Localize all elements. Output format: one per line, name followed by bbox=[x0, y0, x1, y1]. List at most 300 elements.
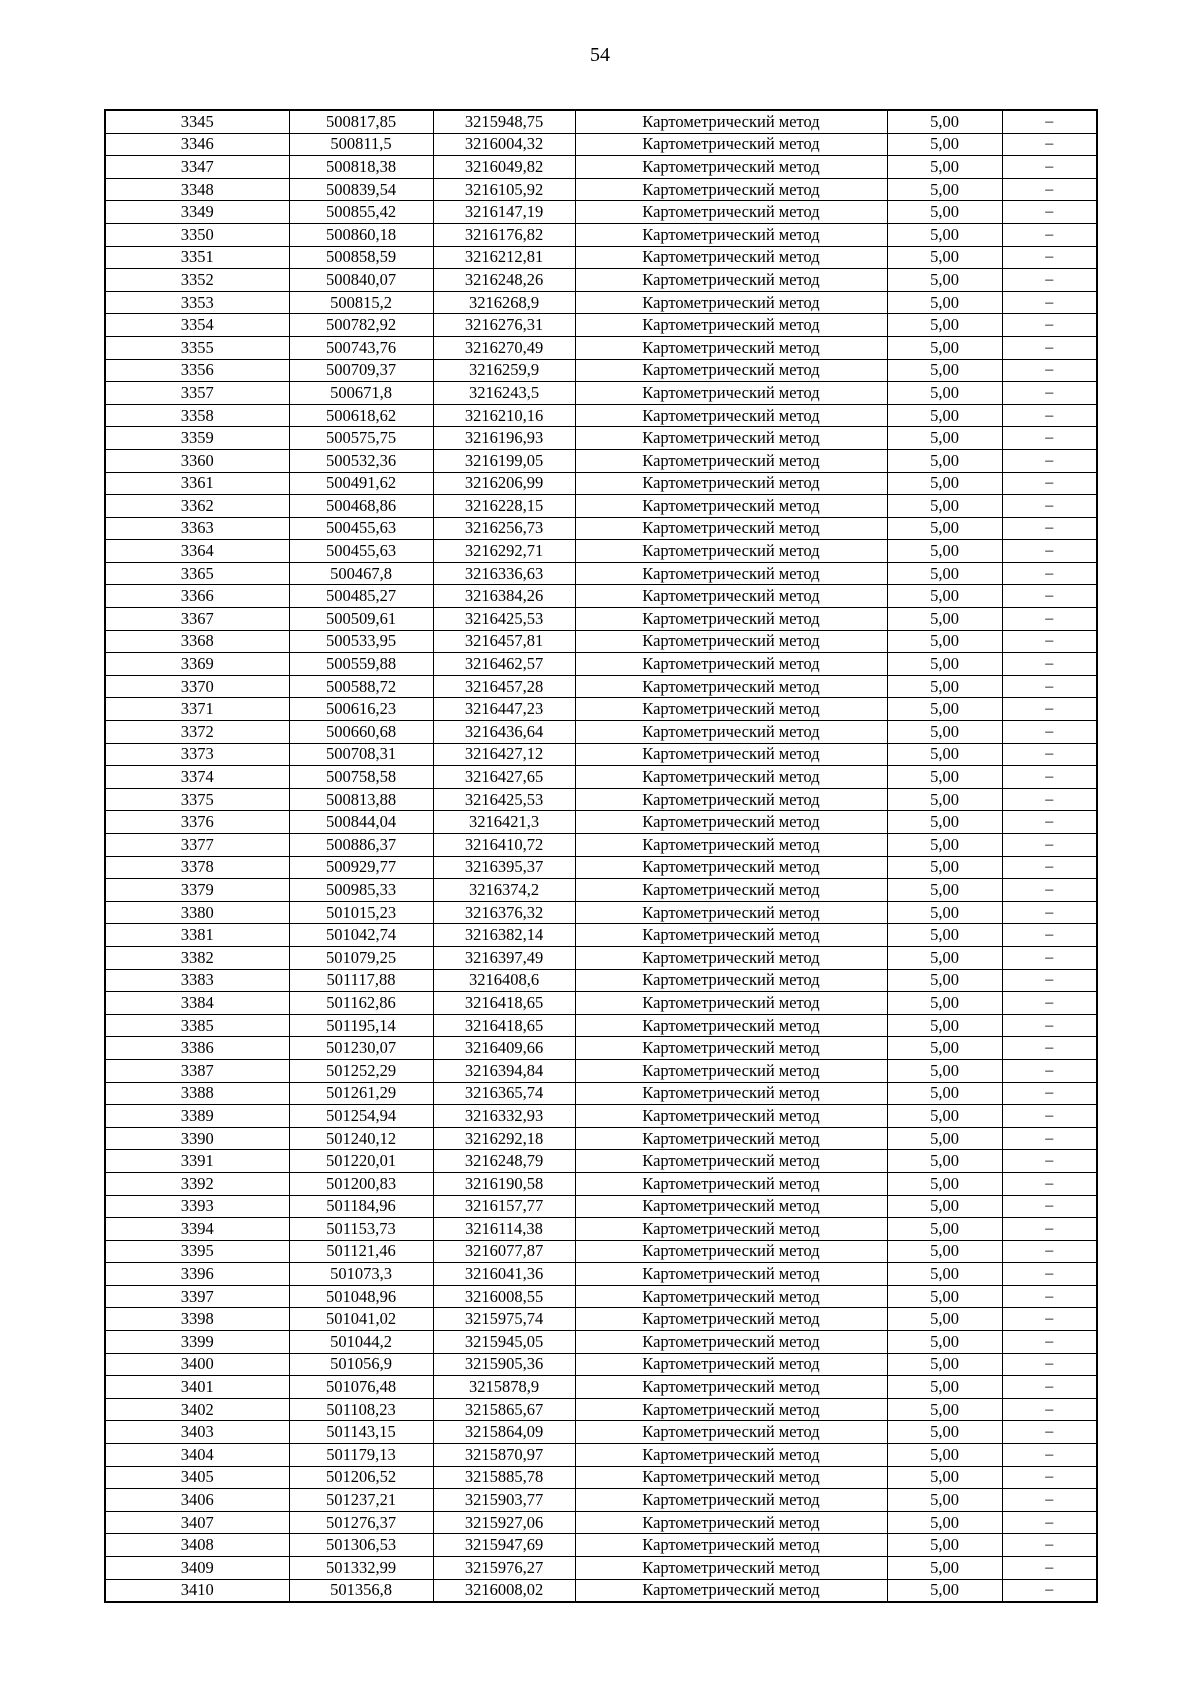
note-cell: – bbox=[1002, 178, 1097, 201]
x-coordinate-cell: 500839,54 bbox=[289, 178, 433, 201]
x-coordinate-cell: 501254,94 bbox=[289, 1105, 433, 1128]
table-row bbox=[105, 517, 1097, 540]
note-cell: – bbox=[1002, 969, 1097, 992]
x-coordinate-cell: 500709,37 bbox=[289, 359, 433, 382]
accuracy-cell: 5,00 bbox=[887, 517, 1002, 540]
note-cell: – bbox=[1002, 1353, 1097, 1376]
accuracy-cell: 5,00 bbox=[887, 1218, 1002, 1241]
accuracy-cell: 5,00 bbox=[887, 133, 1002, 156]
point-number-cell: 3363 bbox=[105, 517, 289, 540]
note-cell: – bbox=[1002, 133, 1097, 156]
accuracy-cell: 5,00 bbox=[887, 540, 1002, 563]
accuracy-cell: 5,00 bbox=[887, 924, 1002, 947]
y-coordinate-cell: 3216292,71 bbox=[433, 540, 575, 563]
accuracy-cell: 5,00 bbox=[887, 879, 1002, 902]
y-coordinate-cell: 3216248,26 bbox=[433, 269, 575, 292]
point-number-cell: 3394 bbox=[105, 1218, 289, 1241]
method-cell: Картометрический метод bbox=[575, 1466, 887, 1489]
accuracy-cell: 5,00 bbox=[887, 1105, 1002, 1128]
point-number-cell: 3406 bbox=[105, 1489, 289, 1512]
point-number-cell: 3364 bbox=[105, 540, 289, 563]
note-cell: – bbox=[1002, 1082, 1097, 1105]
accuracy-cell: 5,00 bbox=[887, 1444, 1002, 1467]
x-coordinate-cell: 500708,31 bbox=[289, 743, 433, 766]
note-cell: – bbox=[1002, 246, 1097, 269]
x-coordinate-cell: 500559,88 bbox=[289, 653, 433, 676]
note-cell: – bbox=[1002, 766, 1097, 789]
point-number-cell: 3360 bbox=[105, 449, 289, 472]
accuracy-cell: 5,00 bbox=[887, 1398, 1002, 1421]
accuracy-cell: 5,00 bbox=[887, 901, 1002, 924]
x-coordinate-cell: 500817,85 bbox=[289, 110, 433, 133]
method-cell: Картометрический метод bbox=[575, 879, 887, 902]
table-row bbox=[105, 924, 1097, 947]
accuracy-cell: 5,00 bbox=[887, 110, 1002, 133]
method-cell: Картометрический метод bbox=[575, 992, 887, 1015]
note-cell: – bbox=[1002, 1557, 1097, 1580]
y-coordinate-cell: 3216365,74 bbox=[433, 1082, 575, 1105]
y-coordinate-cell: 3216199,05 bbox=[433, 449, 575, 472]
method-cell: Картометрический метод bbox=[575, 901, 887, 924]
note-cell: – bbox=[1002, 856, 1097, 879]
table-row bbox=[105, 1218, 1097, 1241]
y-coordinate-cell: 3216336,63 bbox=[433, 562, 575, 585]
x-coordinate-cell: 500491,62 bbox=[289, 472, 433, 495]
method-cell: Картометрический метод bbox=[575, 1059, 887, 1082]
x-coordinate-cell: 501200,83 bbox=[289, 1172, 433, 1195]
method-cell: Картометрический метод bbox=[575, 1082, 887, 1105]
note-cell: – bbox=[1002, 1240, 1097, 1263]
table-row bbox=[105, 1421, 1097, 1444]
method-cell: Картометрический метод bbox=[575, 1037, 887, 1060]
table-row bbox=[105, 1172, 1097, 1195]
y-coordinate-cell: 3216196,93 bbox=[433, 427, 575, 450]
method-cell: Картометрический метод bbox=[575, 1127, 887, 1150]
x-coordinate-cell: 500588,72 bbox=[289, 675, 433, 698]
accuracy-cell: 5,00 bbox=[887, 1421, 1002, 1444]
y-coordinate-cell: 3216376,32 bbox=[433, 901, 575, 924]
method-cell: Картометрический метод bbox=[575, 1285, 887, 1308]
point-number-cell: 3407 bbox=[105, 1511, 289, 1534]
table-row bbox=[105, 1082, 1097, 1105]
x-coordinate-cell: 501076,48 bbox=[289, 1376, 433, 1399]
coordinates-table bbox=[104, 109, 1098, 1603]
note-cell: – bbox=[1002, 924, 1097, 947]
x-coordinate-cell: 500782,92 bbox=[289, 314, 433, 337]
accuracy-cell: 5,00 bbox=[887, 382, 1002, 405]
x-coordinate-cell: 500815,2 bbox=[289, 291, 433, 314]
table-row bbox=[105, 472, 1097, 495]
method-cell: Картометрический метод bbox=[575, 404, 887, 427]
accuracy-cell: 5,00 bbox=[887, 788, 1002, 811]
point-number-cell: 3370 bbox=[105, 675, 289, 698]
accuracy-cell: 5,00 bbox=[887, 608, 1002, 631]
point-number-cell: 3402 bbox=[105, 1398, 289, 1421]
y-coordinate-cell: 3216041,36 bbox=[433, 1263, 575, 1286]
accuracy-cell: 5,00 bbox=[887, 1240, 1002, 1263]
x-coordinate-cell: 500575,75 bbox=[289, 427, 433, 450]
accuracy-cell: 5,00 bbox=[887, 1172, 1002, 1195]
note-cell: – bbox=[1002, 721, 1097, 744]
x-coordinate-cell: 500860,18 bbox=[289, 223, 433, 246]
table-row bbox=[105, 1127, 1097, 1150]
note-cell: – bbox=[1002, 1059, 1097, 1082]
table-row bbox=[105, 1308, 1097, 1331]
x-coordinate-cell: 501143,15 bbox=[289, 1421, 433, 1444]
y-coordinate-cell: 3216395,37 bbox=[433, 856, 575, 879]
table-row bbox=[105, 427, 1097, 450]
accuracy-cell: 5,00 bbox=[887, 562, 1002, 585]
note-cell: – bbox=[1002, 540, 1097, 563]
note-cell: – bbox=[1002, 269, 1097, 292]
note-cell: – bbox=[1002, 1127, 1097, 1150]
point-number-cell: 3361 bbox=[105, 472, 289, 495]
y-coordinate-cell: 3216410,72 bbox=[433, 834, 575, 857]
accuracy-cell: 5,00 bbox=[887, 246, 1002, 269]
y-coordinate-cell: 3215975,74 bbox=[433, 1308, 575, 1331]
method-cell: Картометрический метод bbox=[575, 1105, 887, 1128]
point-number-cell: 3398 bbox=[105, 1308, 289, 1331]
y-coordinate-cell: 3216427,12 bbox=[433, 743, 575, 766]
point-number-cell: 3372 bbox=[105, 721, 289, 744]
y-coordinate-cell: 3216409,66 bbox=[433, 1037, 575, 1060]
method-cell: Картометрический метод bbox=[575, 178, 887, 201]
table-row bbox=[105, 879, 1097, 902]
accuracy-cell: 5,00 bbox=[887, 1059, 1002, 1082]
note-cell: – bbox=[1002, 1105, 1097, 1128]
table-row bbox=[105, 1444, 1097, 1467]
accuracy-cell: 5,00 bbox=[887, 1308, 1002, 1331]
method-cell: Картометрический метод bbox=[575, 359, 887, 382]
table-row bbox=[105, 901, 1097, 924]
x-coordinate-cell: 501048,96 bbox=[289, 1285, 433, 1308]
accuracy-cell: 5,00 bbox=[887, 336, 1002, 359]
note-cell: – bbox=[1002, 404, 1097, 427]
x-coordinate-cell: 501179,13 bbox=[289, 1444, 433, 1467]
note-cell: – bbox=[1002, 1421, 1097, 1444]
accuracy-cell: 5,00 bbox=[887, 992, 1002, 1015]
method-cell: Картометрический метод bbox=[575, 1421, 887, 1444]
table-row bbox=[105, 766, 1097, 789]
note-cell: – bbox=[1002, 1534, 1097, 1557]
table-row bbox=[105, 585, 1097, 608]
note-cell: – bbox=[1002, 630, 1097, 653]
accuracy-cell: 5,00 bbox=[887, 1353, 1002, 1376]
x-coordinate-cell: 501044,2 bbox=[289, 1331, 433, 1354]
x-coordinate-cell: 500468,86 bbox=[289, 495, 433, 518]
y-coordinate-cell: 3216276,31 bbox=[433, 314, 575, 337]
method-cell: Картометрический метод bbox=[575, 811, 887, 834]
point-number-cell: 3389 bbox=[105, 1105, 289, 1128]
note-cell: – bbox=[1002, 1444, 1097, 1467]
note-cell: – bbox=[1002, 992, 1097, 1015]
method-cell: Картометрический метод bbox=[575, 1308, 887, 1331]
point-number-cell: 3359 bbox=[105, 427, 289, 450]
method-cell: Картометрический метод bbox=[575, 1511, 887, 1534]
table-row bbox=[105, 743, 1097, 766]
y-coordinate-cell: 3216114,38 bbox=[433, 1218, 575, 1241]
y-coordinate-cell: 3216397,49 bbox=[433, 946, 575, 969]
table-row bbox=[105, 811, 1097, 834]
accuracy-cell: 5,00 bbox=[887, 1263, 1002, 1286]
accuracy-cell: 5,00 bbox=[887, 1511, 1002, 1534]
note-cell: – bbox=[1002, 382, 1097, 405]
x-coordinate-cell: 500467,8 bbox=[289, 562, 433, 585]
method-cell: Картометрический метод bbox=[575, 201, 887, 224]
table-row bbox=[105, 946, 1097, 969]
note-cell: – bbox=[1002, 359, 1097, 382]
x-coordinate-cell: 500840,07 bbox=[289, 269, 433, 292]
y-coordinate-cell: 3216206,99 bbox=[433, 472, 575, 495]
x-coordinate-cell: 501184,96 bbox=[289, 1195, 433, 1218]
accuracy-cell: 5,00 bbox=[887, 269, 1002, 292]
table-row bbox=[105, 1014, 1097, 1037]
accuracy-cell: 5,00 bbox=[887, 156, 1002, 179]
point-number-cell: 3368 bbox=[105, 630, 289, 653]
table-row bbox=[105, 630, 1097, 653]
note-cell: – bbox=[1002, 1218, 1097, 1241]
point-number-cell: 3366 bbox=[105, 585, 289, 608]
x-coordinate-cell: 501042,74 bbox=[289, 924, 433, 947]
point-number-cell: 3357 bbox=[105, 382, 289, 405]
x-coordinate-cell: 501121,46 bbox=[289, 1240, 433, 1263]
point-number-cell: 3384 bbox=[105, 992, 289, 1015]
point-number-cell: 3410 bbox=[105, 1579, 289, 1602]
y-coordinate-cell: 3215945,05 bbox=[433, 1331, 575, 1354]
x-coordinate-cell: 500509,61 bbox=[289, 608, 433, 631]
method-cell: Картометрический метод bbox=[575, 110, 887, 133]
coordinates-table-body bbox=[105, 110, 1097, 1602]
method-cell: Картометрический метод bbox=[575, 675, 887, 698]
accuracy-cell: 5,00 bbox=[887, 291, 1002, 314]
x-coordinate-cell: 501332,99 bbox=[289, 1557, 433, 1580]
method-cell: Картометрический метод bbox=[575, 788, 887, 811]
table-row bbox=[105, 1353, 1097, 1376]
method-cell: Картометрический метод bbox=[575, 630, 887, 653]
note-cell: – bbox=[1002, 223, 1097, 246]
point-number-cell: 3399 bbox=[105, 1331, 289, 1354]
y-coordinate-cell: 3216259,9 bbox=[433, 359, 575, 382]
point-number-cell: 3393 bbox=[105, 1195, 289, 1218]
x-coordinate-cell: 501252,29 bbox=[289, 1059, 433, 1082]
note-cell: – bbox=[1002, 1195, 1097, 1218]
method-cell: Картометрический метод bbox=[575, 291, 887, 314]
accuracy-cell: 5,00 bbox=[887, 178, 1002, 201]
point-number-cell: 3404 bbox=[105, 1444, 289, 1467]
accuracy-cell: 5,00 bbox=[887, 721, 1002, 744]
table-row bbox=[105, 856, 1097, 879]
point-number-cell: 3351 bbox=[105, 246, 289, 269]
accuracy-cell: 5,00 bbox=[887, 698, 1002, 721]
x-coordinate-cell: 501056,9 bbox=[289, 1353, 433, 1376]
y-coordinate-cell: 3215976,27 bbox=[433, 1557, 575, 1580]
point-number-cell: 3397 bbox=[105, 1285, 289, 1308]
table-row bbox=[105, 1534, 1097, 1557]
table-row bbox=[105, 1037, 1097, 1060]
table-row bbox=[105, 1150, 1097, 1173]
x-coordinate-cell: 501195,14 bbox=[289, 1014, 433, 1037]
y-coordinate-cell: 3215927,06 bbox=[433, 1511, 575, 1534]
y-coordinate-cell: 3216147,19 bbox=[433, 201, 575, 224]
accuracy-cell: 5,00 bbox=[887, 449, 1002, 472]
method-cell: Картометрический метод bbox=[575, 721, 887, 744]
x-coordinate-cell: 500813,88 bbox=[289, 788, 433, 811]
note-cell: – bbox=[1002, 1150, 1097, 1173]
y-coordinate-cell: 3216418,65 bbox=[433, 1014, 575, 1037]
method-cell: Картометрический метод bbox=[575, 1557, 887, 1580]
note-cell: – bbox=[1002, 1579, 1097, 1602]
method-cell: Картометрический метод bbox=[575, 495, 887, 518]
note-cell: – bbox=[1002, 156, 1097, 179]
note-cell: – bbox=[1002, 1285, 1097, 1308]
note-cell: – bbox=[1002, 608, 1097, 631]
method-cell: Картометрический метод bbox=[575, 585, 887, 608]
accuracy-cell: 5,00 bbox=[887, 834, 1002, 857]
point-number-cell: 3395 bbox=[105, 1240, 289, 1263]
table-row bbox=[105, 1398, 1097, 1421]
y-coordinate-cell: 3216374,2 bbox=[433, 879, 575, 902]
accuracy-cell: 5,00 bbox=[887, 630, 1002, 653]
table-row bbox=[105, 1511, 1097, 1534]
y-coordinate-cell: 3216176,82 bbox=[433, 223, 575, 246]
method-cell: Картометрический метод bbox=[575, 269, 887, 292]
note-cell: – bbox=[1002, 1511, 1097, 1534]
point-number-cell: 3378 bbox=[105, 856, 289, 879]
method-cell: Картометрический метод bbox=[575, 946, 887, 969]
point-number-cell: 3390 bbox=[105, 1127, 289, 1150]
y-coordinate-cell: 3216425,53 bbox=[433, 608, 575, 631]
table-row bbox=[105, 1059, 1097, 1082]
method-cell: Картометрический метод bbox=[575, 427, 887, 450]
table-row bbox=[105, 1263, 1097, 1286]
method-cell: Картометрический метод bbox=[575, 1489, 887, 1512]
accuracy-cell: 5,00 bbox=[887, 675, 1002, 698]
y-coordinate-cell: 3215905,36 bbox=[433, 1353, 575, 1376]
method-cell: Картометрический метод bbox=[575, 969, 887, 992]
table-row bbox=[105, 721, 1097, 744]
note-cell: – bbox=[1002, 291, 1097, 314]
method-cell: Картометрический метод bbox=[575, 1218, 887, 1241]
note-cell: – bbox=[1002, 879, 1097, 902]
method-cell: Картометрический метод bbox=[575, 1331, 887, 1354]
y-coordinate-cell: 3215885,78 bbox=[433, 1466, 575, 1489]
x-coordinate-cell: 501079,25 bbox=[289, 946, 433, 969]
accuracy-cell: 5,00 bbox=[887, 1489, 1002, 1512]
accuracy-cell: 5,00 bbox=[887, 1014, 1002, 1037]
x-coordinate-cell: 500858,59 bbox=[289, 246, 433, 269]
note-cell: – bbox=[1002, 110, 1097, 133]
note-cell: – bbox=[1002, 946, 1097, 969]
point-number-cell: 3362 bbox=[105, 495, 289, 518]
x-coordinate-cell: 501230,07 bbox=[289, 1037, 433, 1060]
method-cell: Картометрический метод bbox=[575, 1172, 887, 1195]
accuracy-cell: 5,00 bbox=[887, 404, 1002, 427]
accuracy-cell: 5,00 bbox=[887, 472, 1002, 495]
note-cell: – bbox=[1002, 336, 1097, 359]
x-coordinate-cell: 500533,95 bbox=[289, 630, 433, 653]
note-cell: – bbox=[1002, 743, 1097, 766]
x-coordinate-cell: 500985,33 bbox=[289, 879, 433, 902]
y-coordinate-cell: 3216425,53 bbox=[433, 788, 575, 811]
y-coordinate-cell: 3215947,69 bbox=[433, 1534, 575, 1557]
method-cell: Картометрический метод bbox=[575, 1150, 887, 1173]
x-coordinate-cell: 501153,73 bbox=[289, 1218, 433, 1241]
point-number-cell: 3354 bbox=[105, 314, 289, 337]
accuracy-cell: 5,00 bbox=[887, 1466, 1002, 1489]
method-cell: Картометрический метод bbox=[575, 924, 887, 947]
point-number-cell: 3405 bbox=[105, 1466, 289, 1489]
method-cell: Картометрический метод bbox=[575, 314, 887, 337]
table-row bbox=[105, 291, 1097, 314]
note-cell: – bbox=[1002, 1398, 1097, 1421]
y-coordinate-cell: 3216008,02 bbox=[433, 1579, 575, 1602]
y-coordinate-cell: 3215903,77 bbox=[433, 1489, 575, 1512]
method-cell: Картометрический метод bbox=[575, 336, 887, 359]
point-number-cell: 3408 bbox=[105, 1534, 289, 1557]
point-number-cell: 3382 bbox=[105, 946, 289, 969]
note-cell: – bbox=[1002, 1331, 1097, 1354]
table-row bbox=[105, 1579, 1097, 1602]
accuracy-cell: 5,00 bbox=[887, 969, 1002, 992]
page-number: 54 bbox=[590, 44, 610, 66]
x-coordinate-cell: 500844,04 bbox=[289, 811, 433, 834]
table-row bbox=[105, 1466, 1097, 1489]
method-cell: Картометрический метод bbox=[575, 1376, 887, 1399]
table-row bbox=[105, 404, 1097, 427]
method-cell: Картометрический метод bbox=[575, 156, 887, 179]
table-row bbox=[105, 1195, 1097, 1218]
point-number-cell: 3387 bbox=[105, 1059, 289, 1082]
y-coordinate-cell: 3216228,15 bbox=[433, 495, 575, 518]
accuracy-cell: 5,00 bbox=[887, 495, 1002, 518]
y-coordinate-cell: 3216462,57 bbox=[433, 653, 575, 676]
accuracy-cell: 5,00 bbox=[887, 766, 1002, 789]
accuracy-cell: 5,00 bbox=[887, 1557, 1002, 1580]
note-cell: – bbox=[1002, 1376, 1097, 1399]
note-cell: – bbox=[1002, 472, 1097, 495]
x-coordinate-cell: 501237,21 bbox=[289, 1489, 433, 1512]
point-number-cell: 3373 bbox=[105, 743, 289, 766]
x-coordinate-cell: 500618,62 bbox=[289, 404, 433, 427]
point-number-cell: 3350 bbox=[105, 223, 289, 246]
note-cell: – bbox=[1002, 698, 1097, 721]
x-coordinate-cell: 500811,5 bbox=[289, 133, 433, 156]
y-coordinate-cell: 3216270,49 bbox=[433, 336, 575, 359]
table-row bbox=[105, 359, 1097, 382]
x-coordinate-cell: 501206,52 bbox=[289, 1466, 433, 1489]
y-coordinate-cell: 3216447,23 bbox=[433, 698, 575, 721]
point-number-cell: 3388 bbox=[105, 1082, 289, 1105]
accuracy-cell: 5,00 bbox=[887, 314, 1002, 337]
method-cell: Картометрический метод bbox=[575, 766, 887, 789]
accuracy-cell: 5,00 bbox=[887, 653, 1002, 676]
accuracy-cell: 5,00 bbox=[887, 1037, 1002, 1060]
table-row bbox=[105, 449, 1097, 472]
x-coordinate-cell: 500743,76 bbox=[289, 336, 433, 359]
point-number-cell: 3392 bbox=[105, 1172, 289, 1195]
table-row bbox=[105, 382, 1097, 405]
point-number-cell: 3347 bbox=[105, 156, 289, 179]
x-coordinate-cell: 500855,42 bbox=[289, 201, 433, 224]
method-cell: Картометрический метод bbox=[575, 1014, 887, 1037]
y-coordinate-cell: 3216210,16 bbox=[433, 404, 575, 427]
accuracy-cell: 5,00 bbox=[887, 585, 1002, 608]
note-cell: – bbox=[1002, 517, 1097, 540]
table-row bbox=[105, 1489, 1097, 1512]
point-number-cell: 3353 bbox=[105, 291, 289, 314]
y-coordinate-cell: 3216212,81 bbox=[433, 246, 575, 269]
table-row bbox=[105, 178, 1097, 201]
